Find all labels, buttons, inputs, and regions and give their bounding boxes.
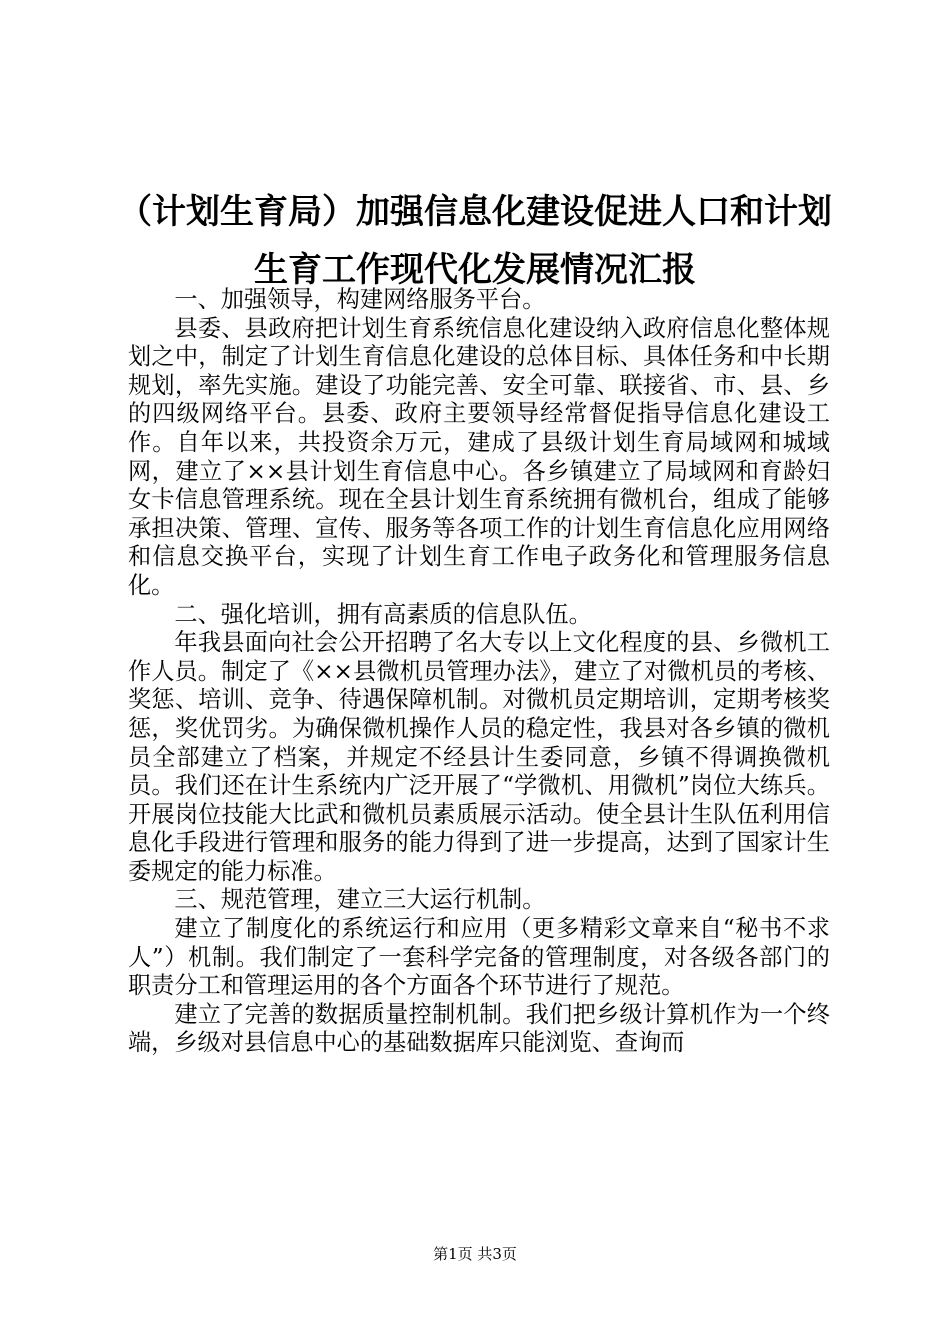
body-paragraph: 县委、县政府把计划生育系统信息化建设纳入政府信息化整体规划之中，制定了计划生育信息化建设的总体目标、具体任务和中长期规划，率先实施。建设了功能完善、安全可靠、联接省、市、县、乡的四级网络平台。县委、政府主要领导经常督促指导信息化建设工作。自年以来，共投资余万元，建成了县级计划生育局域网和城域网，建立了××县计划生育信息中心。各乡镇建立了局域网和育龄妇女卡信息管理系统。现在全县计划生育系统拥有微机台，组成了能够承担决策、管理、宣传、服务等各项工作的计划生育信息化应用网络和信息交换平台，实现了计划生育工作电子政务化和管理服务信息化。 xyxy=(128,314,830,599)
document-title: （计划生育局）加强信息化建设促进人口和计划生育工作现代化发展情况汇报 xyxy=(118,192,832,290)
section-heading-3: 三、规范管理，建立三大运行机制。 xyxy=(174,886,546,914)
body-paragraph: 建立了制度化的系统运行和应用（更多精彩文章来自“秘书不求人”）机制。我们制定了一套科学完备的管理制度，对各级各部门的职责分工和管理运用的各个方面各个环节进行了规范。 xyxy=(128,915,830,1000)
body-paragraph: 年我县面向社会公开招聘了名大专以上文化程度的县、乡微机工作人员。制定了《××县微机员管理办法》，建立了对微机员的考核、奖惩、培训、竞争、待遇保障机制。对微机员定期培训，定期考核奖惩，奖优罚劣。为确保微机操作人员的稳定性，我县对各乡镇的微机员全部建立了档案，并规定不经县计生委同意，乡镇不得调换微机员。我们还在计生系统内广泛开展了“学微机、用微机”岗位大练兵。开展岗位技能大比武和微机员素质展示活动。使全县计生队伍利用信息化手段进行管理和服务的能力得到了进一步提高，达到了国家计生委规定的能力标准。 xyxy=(128,629,830,885)
body-paragraph: 建立了完善的数据质量控制机制。我们把乡级计算机作为一个终端，乡级对县信息中心的基础数据库只能浏览、查询而 xyxy=(128,1000,830,1057)
section-heading-2: 二、强化培训，拥有高素质的信息队伍。 xyxy=(174,600,592,628)
document-body xyxy=(128,286,830,1058)
section-heading-1: 一、加强领导，构建网络服务平台。 xyxy=(174,286,546,313)
page-number-footer: 第1页 共3页 xyxy=(433,1245,517,1263)
